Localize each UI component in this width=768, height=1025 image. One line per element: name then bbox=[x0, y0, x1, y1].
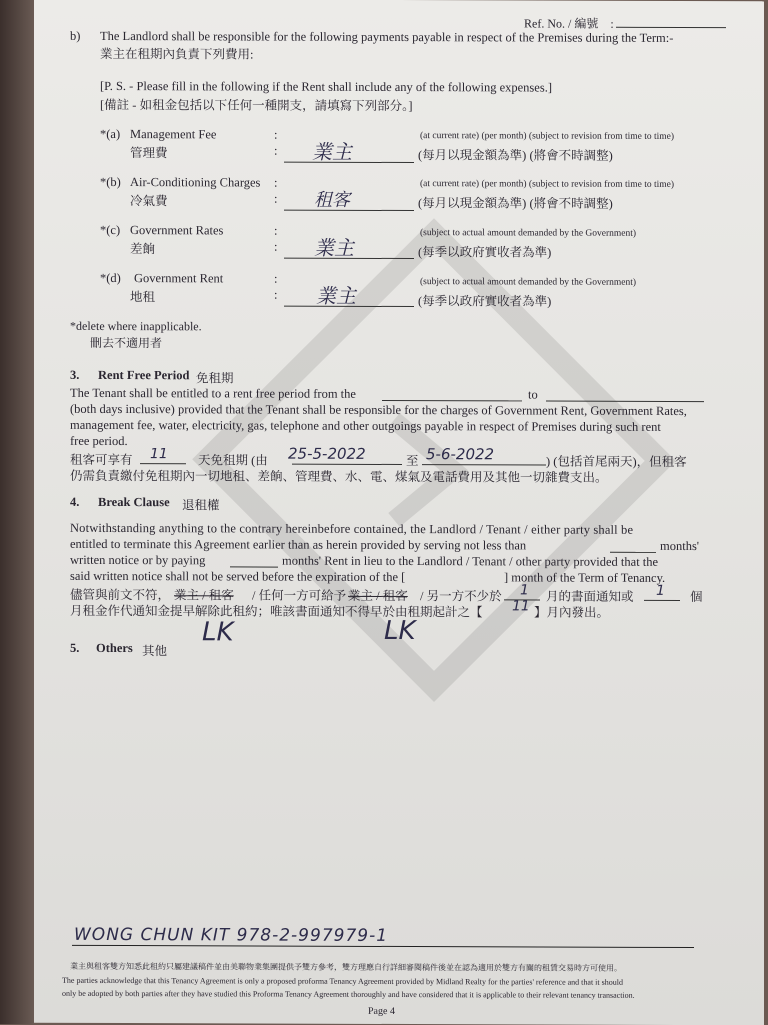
section4-line4a: said written notice shall not be served before the expiration of the [ bbox=[70, 568, 406, 585]
section4-zh1-struck1: 業主 / 租客 bbox=[174, 588, 234, 603]
section4-zh1-struck2: 業主 / 租客 bbox=[348, 588, 408, 604]
section3-line2: (both days inclusive) provided that the Tenant shall be responsible for the charges of Government Rent, Government Rates, bbox=[70, 401, 687, 419]
item-value-handwritten: 租客 bbox=[314, 189, 350, 211]
section3-zh1c: 至 bbox=[406, 454, 419, 469]
section4-number: 4. bbox=[70, 494, 80, 509]
rent-months-handwritten: 1 bbox=[656, 582, 665, 599]
section-b-letter: b) bbox=[70, 28, 81, 43]
section4-title-en: Break Clause bbox=[98, 494, 170, 510]
item-label-zh: 地租 bbox=[130, 290, 156, 305]
section3-zh1d: ) (包括首尾兩天)，但租客 bbox=[546, 454, 687, 470]
earliest-month-handwritten: 11 bbox=[512, 598, 530, 615]
item-note-zh: (每月以現金額為準) (將會不時調整) bbox=[418, 196, 613, 211]
section4-zh1b: / 任何一方可給予 bbox=[252, 588, 347, 603]
item-mark: *(c) bbox=[100, 222, 121, 238]
section4-line3a: written notice or by paying bbox=[70, 552, 206, 568]
rent-months-field bbox=[230, 566, 278, 567]
item-colon: : bbox=[274, 127, 278, 142]
delete-note-zh: 刪去不適用者 bbox=[90, 335, 163, 351]
initials-landlord: LK bbox=[384, 615, 416, 647]
section3-line1a: The Tenant shall be entitled to a rent free period from the bbox=[70, 385, 356, 401]
item-colon: : bbox=[274, 191, 278, 206]
item-note-en: (at current rate) (per month) (subject to revision from time to time) bbox=[420, 179, 675, 190]
item-colon: : bbox=[274, 287, 278, 302]
background-edge bbox=[0, 0, 34, 1024]
page-number: Page 4 bbox=[368, 1005, 395, 1017]
section3-zh2: 仍需負責繳付免租期內一切地租、差餉、管理費、水、電、煤氣及電話費用及其他一切雜費支出。 bbox=[70, 468, 608, 485]
ps-note-zh: [備註 - 如租金包括以下任何一種開支，請填寫下列部分。] bbox=[100, 97, 413, 114]
section5-number: 5. bbox=[70, 640, 80, 655]
section4-zh2b: 】月內發出。 bbox=[534, 605, 610, 620]
item-label-en: Air-Conditioning Charges bbox=[130, 175, 261, 190]
item-colon: : bbox=[274, 143, 278, 158]
item-label-zh: 差餉 bbox=[130, 242, 156, 257]
item-value-handwritten: 業主 bbox=[312, 139, 352, 164]
notice-months-field bbox=[610, 552, 656, 553]
item-label-en: Government Rates bbox=[130, 223, 224, 238]
footer-disclaimer-en2: only be adopted by both parties after they have studied this Proforma Tenancy Agreement thoroughly and have considered that it is applicable to their relevant tenancy transaction. bbox=[62, 988, 635, 1000]
item-label-en: Government Rent bbox=[134, 271, 224, 286]
section3-title-zh: 免租期 bbox=[196, 371, 234, 386]
item-note-zh: (每月以現金額為準) (將會不時調整) bbox=[418, 148, 613, 163]
section5-title-en: Others bbox=[96, 640, 133, 656]
rent-free-from-handwritten: 25-5-2022 bbox=[288, 444, 366, 463]
item-mark: *(d) bbox=[100, 270, 121, 286]
item-colon: : bbox=[274, 223, 278, 238]
item-value-handwritten: 業主 bbox=[314, 235, 354, 260]
initials-tenant: LK bbox=[202, 617, 234, 648]
section3-line3: management fee, water, electricity, gas, telephone and other outgoings payable in respect of Premises during such rent bbox=[70, 417, 661, 434]
item-note-zh: (每季以政府實收者為準) bbox=[418, 294, 552, 309]
section4-line1: Notwithstanding anything to the contrary hereinbefore contained, the Landlord / Tenant / either party shall be bbox=[70, 520, 634, 537]
section4-zh1d: 月的書面通知或 bbox=[546, 589, 634, 604]
item-mark: *(a) bbox=[100, 126, 121, 142]
document-page bbox=[34, 0, 764, 1025]
rent-free-days-handwritten: 11 bbox=[150, 446, 168, 463]
item-label-en: Management Fee bbox=[130, 127, 217, 142]
footer-disclaimer-en1: The parties acknowledge that this Tenancy Agreement is only a proposed proforma Tenancy Agreement provided by Midland Realty for the parties' reference and that it should bbox=[62, 975, 623, 987]
item-label-zh: 冷氣費 bbox=[130, 194, 168, 209]
section3-zh1a: 租客可享有 bbox=[70, 452, 133, 468]
section3-line1b: to bbox=[528, 387, 538, 402]
section4-line3b: months' Rent in lieu to the Landlord / Tenant / other party provided that the bbox=[282, 553, 659, 569]
section4-zh2a: 月租金作代通知金提早解除此租約；唯該書面通知不得早於由租期起計之【 bbox=[70, 603, 483, 620]
section4-zh1e: 個 bbox=[690, 590, 703, 605]
section3-number: 3. bbox=[70, 367, 80, 382]
section3-line4: free period. bbox=[70, 433, 128, 449]
item-note-en: (subject to actual amount demanded by the Government) bbox=[420, 228, 637, 239]
item-colon: : bbox=[274, 271, 278, 286]
ps-note-en: [P. S. - Please fill in the following if the Rent shall include any of the following expenses.] bbox=[100, 78, 553, 95]
section3-zh1b: 天免租期 (由 bbox=[198, 453, 268, 468]
section5-title-zh: 其他 bbox=[142, 644, 168, 659]
section4-line2b: months' bbox=[660, 538, 700, 554]
section4-zh1c: / 另一方不少於 bbox=[420, 589, 502, 604]
rent-months-zh-field bbox=[644, 600, 680, 601]
delete-note-en: *delete where inapplicable. bbox=[70, 318, 202, 334]
item-note-en: (at current rate) (per month) (subject to revision from time to time) bbox=[420, 131, 675, 142]
item-mark: *(b) bbox=[100, 174, 121, 190]
footer-disclaimer-zh: 業主與租客雙方知悉此租約只屬建議稿件並由美聯物業集團提供予雙方參考，雙方理應自行詳細審閱稿件後並在認為適用於雙方有關的租賃交易時方可使用。 bbox=[70, 961, 622, 973]
item-colon: : bbox=[274, 175, 278, 190]
item-note-en: (subject to actual amount demanded by the Government) bbox=[420, 277, 637, 288]
item-colon: : bbox=[274, 239, 278, 254]
rent-free-days-field bbox=[140, 463, 186, 464]
section4-line2a: entitled to terminate this Agreement earlier than as herein provided by serving not less than bbox=[70, 536, 527, 553]
item-label-zh: 管理費 bbox=[130, 146, 168, 161]
notice-months-handwritten: 1 bbox=[520, 582, 529, 599]
item-note-zh: (每季以政府實收者為準) bbox=[418, 245, 552, 260]
rent-free-to-handwritten: 5-6-2022 bbox=[426, 445, 495, 464]
item-value-handwritten: 業主 bbox=[316, 283, 356, 308]
section4-zh1a: 儘管與前文不符， bbox=[70, 587, 171, 603]
section3-title-en: Rent Free Period bbox=[98, 367, 190, 383]
section-b-text-zh: 業主在租期內負責下列費用: bbox=[100, 46, 254, 62]
section-b-text-en: The Landlord shall be responsible for the following payments payable in respect of the Premises during the Term:- bbox=[100, 28, 674, 45]
section4-line4b: ] month of the Term of Tenancy. bbox=[504, 570, 666, 585]
handwritten-name-id: WONG CHUN KIT 978-2-997979-1 bbox=[74, 924, 389, 946]
ref-number-label: Ref. No. / 編號 : bbox=[524, 16, 614, 31]
section4-title-zh: 退租權 bbox=[182, 498, 220, 513]
